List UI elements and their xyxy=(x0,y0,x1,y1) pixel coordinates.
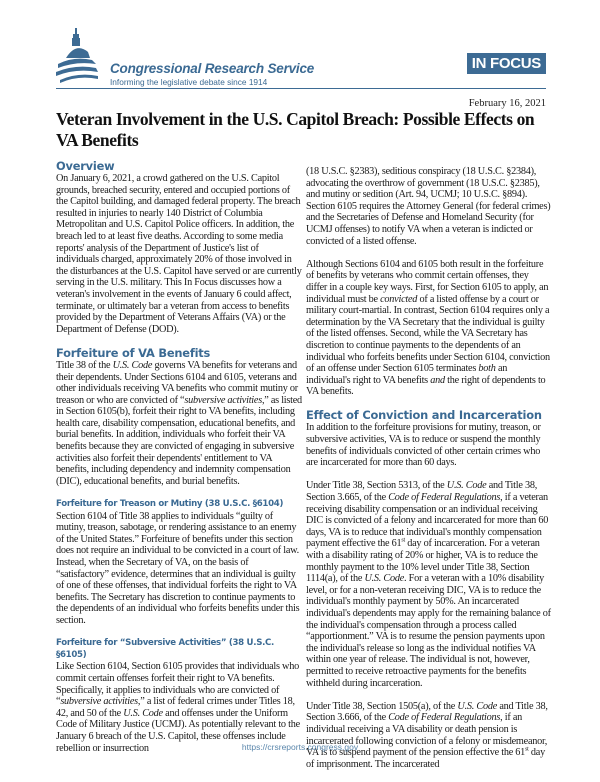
treason-paragraph: Section 6104 of Title 38 applies to individuals “guilty of mutiny, treason, sabotage, or rendering assistance to an enemy of the United States.” Forfeiture of benefits under this section does not require an individual to be convicted in a court of law. Instead, when the Secretary of VA, on the basis of “satisfactory” evidence, determines that an individual is guilty of one of these offenses, that individual forfeits the right to VA benefits. The Secretary has discretion to continue payments to the dependents of an individual who forfeits benefits under this section. xyxy=(56,510,300,626)
publication-date: February 16, 2021 xyxy=(468,98,546,109)
header-divider xyxy=(56,88,546,89)
org-name: Congressional Research Service xyxy=(110,61,315,76)
text-run: of a listed offense by a court or military court-martial. In contrast, Section 6104 requires only a determination by the VA Secretary that the individual is guilty of the listed offenses. Second, while the VA Secretary has discretion to continue payments to the dependents of an individual who forfeits benefits under Section 6104, conviction of an offense under Section 6105 terminates xyxy=(306,293,550,375)
page-title: Veteran Involvement in the U.S. Capitol Breach: Possible Effects on VA Benefits xyxy=(56,109,535,150)
text-run: day of imprisonment. The incarcerated xyxy=(306,747,545,770)
italic-run: both xyxy=(478,363,496,375)
org-tagline: Informing the legislative debate since 1914 xyxy=(110,77,268,87)
italic-run: U.S. Code xyxy=(446,480,487,492)
compensation-paragraph xyxy=(306,480,552,689)
pension-paragraph xyxy=(306,701,552,771)
section-heading-overview: Overview xyxy=(56,159,115,173)
italic-run: Code of Federal Regulations xyxy=(388,492,501,504)
comparison-paragraph xyxy=(306,259,552,398)
section-heading-forfeiture: Forfeiture of VA Benefits xyxy=(56,345,211,360)
text-run: , if a veteran receiving disability compensation or an individual receiving DIC is convicted of a felony and incarcerated for more than 60 days, VA is to reduce that individual's monthly compensation payment effective the 61 xyxy=(306,492,549,550)
text-run: Title 38 of the xyxy=(56,359,113,371)
subversive-continued-paragraph: (18 U.S.C. §2383), seditious conspiracy (18 U.S.C. §2384), advocating the overthrow of government (18 U.S.C. §2385), and mutiny or sedition (Art. 94, UCMJ; 10 U.S.C. §894). Section 6105 requires the Attorney General (for federal crimes) and the Secretaries of Defense and Homeland Security (for UCMJ offenses) to notify VA when a veteran is indicted or convicted of a listed offense. xyxy=(306,166,551,247)
text-run: , if an individual receiving a VA disability or death pension is incarcerated following conviction of a felony or misdemeanor, VA is to suspend payment of the pension effective the 61 xyxy=(306,712,548,759)
conviction-intro-paragraph: In addition to the forfeiture provisions for mutiny, treason, or subversive activities, VA is to reduce or suspend the monthly benefits of individuals convicted of other certain crimes who are incarcerated for more than 60 days. xyxy=(306,422,541,469)
text-run: ,” a list of federal crimes under Titles 18, 42, and 50 of the xyxy=(56,696,295,719)
text-run: Under Title 38, Section 5313, of the xyxy=(306,480,447,492)
italic-run: Code of Federal Regulations xyxy=(388,712,501,724)
superscript: st xyxy=(401,538,405,544)
italic-run: subversive activities xyxy=(60,696,138,708)
section-heading-conviction: Effect of Conviction and Incarceration xyxy=(306,408,542,423)
italic-run: convicted xyxy=(380,293,418,305)
in-focus-badge: IN FOCUS xyxy=(467,53,546,74)
text-run: Under Title 38, Section 1505(a), of the xyxy=(306,700,458,712)
footer-url[interactable]: https://crsreports.congress.gov xyxy=(241,742,359,752)
text-run: an individual's right to VA benefits xyxy=(306,363,508,386)
overview-paragraph: On January 6, 2021, a crowd gathered on the U.S. Capitol grounds, breached security, entered and occupied portions of the Capitol building, and damaged federal property. The breach resulted in injuries to nearly 140 District of Columbia Metropolitan and U.S. Capitol Police officers. In addition, the breach led to at least five deaths. According to some media reports' analysis of the Department of Justice's list of individuals charged, approximately 20% of those involved in the disturbances at the U.S. Capitol have served or are currently serving in the U.S. military. This In Focus discusses how a veteran's involvement in the events of January 6 could affect, terminate, or ultimately bar a veteran from access to benefits provided by the Department of Veterans Affairs (VA) or the Department of Defense (DOD). xyxy=(56,173,302,335)
brand-block xyxy=(110,61,314,87)
text-run: and Title 38, Section 3.666, of the xyxy=(306,700,548,724)
left-column xyxy=(56,160,302,766)
subheading-subversive: Forfeiture for “Subversive Activities” (38 U.S.C. §6105) xyxy=(56,638,275,660)
italic-run: U.S. Code xyxy=(123,707,163,719)
subversive-paragraph xyxy=(56,661,302,754)
text-run: the right of dependents to VA benefits. xyxy=(306,374,546,398)
text-run: and offenses under the Uniform Code of Military Justice (UCMJ). As potentially relevant to the January 6 breach of the U.S. Capitol, these offenses include rebellion or insurrection xyxy=(56,707,300,754)
capitol-dome-icon xyxy=(56,28,98,84)
superscript: st xyxy=(525,746,529,753)
text-run: day of incarceration. For a veteran with a disability rating of 20% or higher, VA is to reduce the monthly payment to the 10% level under Title 38, Section 1114(a), of the xyxy=(306,538,540,585)
text-run: governs VA benefits for veterans and their dependents. Under Sections 6104 and 6105, veterans and other individuals receiving VA benefits who commit mutiny or treason or who are convicted of “ xyxy=(56,359,298,406)
italic-run: subversive activities xyxy=(184,394,262,406)
italic-run: U.S. Code xyxy=(112,359,153,371)
subheading-treason: Forfeiture for Treason or Mutiny (38 U.S.C. §6104) xyxy=(56,499,284,510)
text-run: Although Sections 6104 and 6105 both result in the forfeiture of benefits by veterans who commit certain offenses, they differ in a couple key ways. First, for Section 6105 to apply, an individual must be xyxy=(306,258,549,305)
forfeiture-paragraph xyxy=(56,360,302,488)
italic-run: and xyxy=(430,374,445,386)
right-column xyxy=(306,166,552,782)
text-run: Like Section 6104, Section 6105 provides that individuals who commit certain offenses forfeit their right to VA benefits. Specifically, it applies to individuals who are convicted of “ xyxy=(56,661,299,708)
text-run: . For a veteran with a 10% disability level, or for a non-veteran receiving DIC, VA is to reduce the individual's monthly payment by 50%. An incarcerated individual's dependents may apply for the remaining balance of the individual's compensation through a process called “apportionment.” VA is to resume the pension payments upon the individual's release so long as the individual notifies VA within one year of release. The individual is not, however, permitted to receive retroactive payments for the benefits withheld during incarceration. xyxy=(306,573,551,689)
text-run: and Title 38, Section 3.665, of the xyxy=(306,480,538,504)
italic-run: U.S. Code xyxy=(457,700,498,712)
text-run: ,” as listed in Section 6105(b), forfeit their right to VA benefits, including health care, disability compensation, educational benefits, and burial benefits. In addition, individuals who forfeit their VA benefits because they are convicted of engaging in subversive activities also forfeit their dependents' entitlement to VA benefits, including dependency and indemnity compensation (DIC), educational benefits, and burial benefits. xyxy=(56,394,302,487)
italic-run: U.S. Code xyxy=(364,573,405,585)
